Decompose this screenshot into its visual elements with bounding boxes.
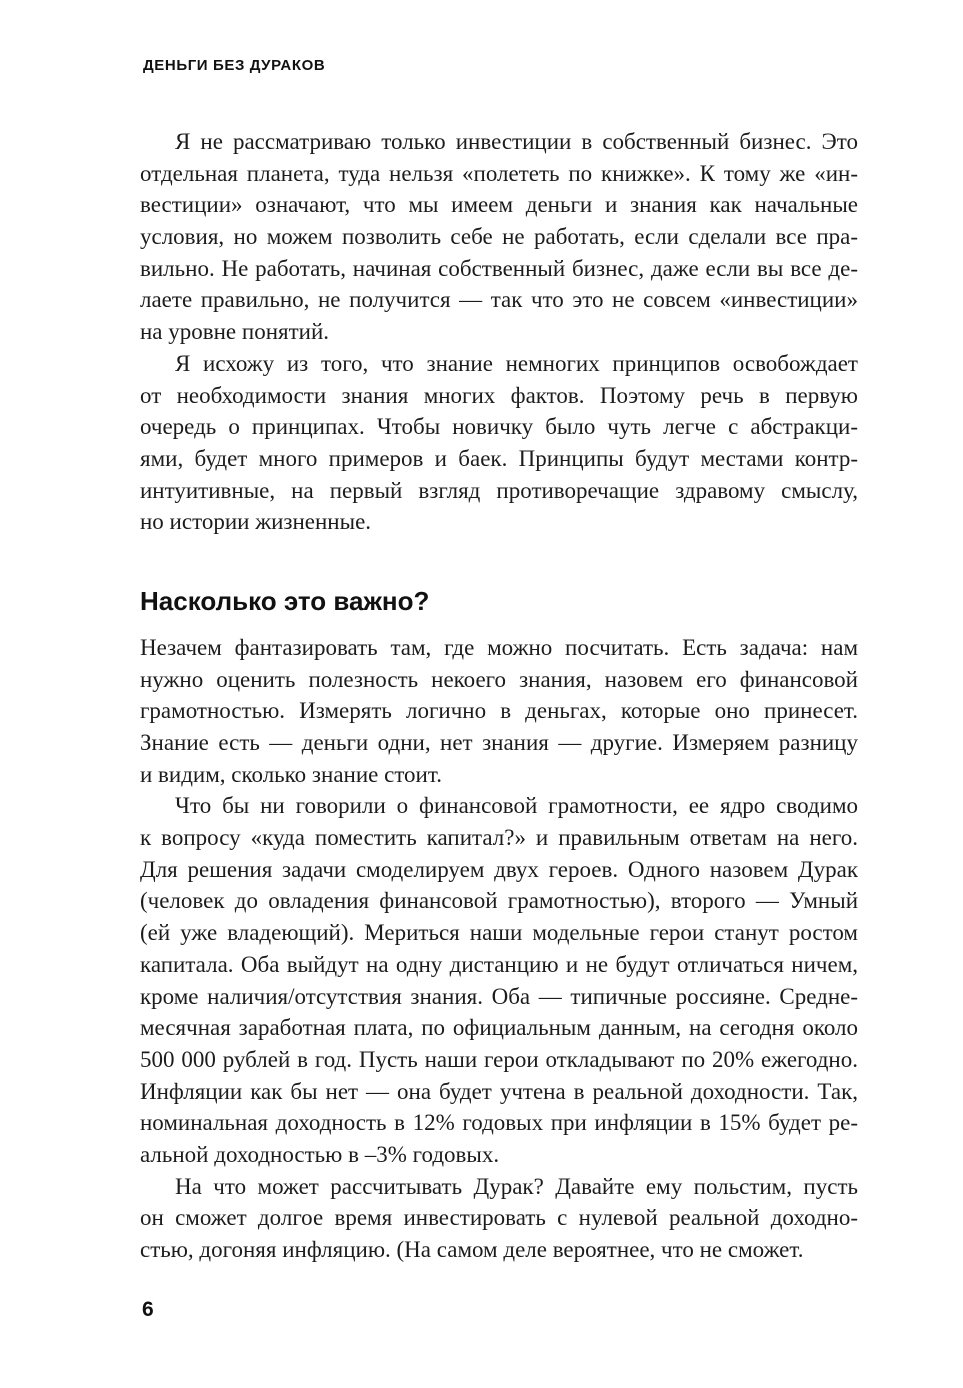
paragraph [140, 126, 858, 348]
body-text [140, 126, 858, 1266]
section-heading: Насколько это важно? [140, 585, 430, 616]
text-line: 500 000 рублей в год. Пусть наши герои откладывают по 20% ежегодно. [140, 1046, 858, 1072]
text-line: (ей уже владеющий). Мериться наши модельные герои станут ростом [140, 920, 858, 946]
running-header: ДЕНЬГИ БЕЗ ДУРАКОВ [143, 57, 326, 74]
paragraph [140, 1171, 858, 1266]
text-line: к вопросу «куда поместить капитал?» и правильным ответам на него. [140, 825, 858, 851]
text-line: Для решения задачи смоделируем двух героев. Одного назовем Дурак [140, 856, 858, 882]
text-line: он сможет долгое время инвестировать с нулевой реальной доходно- [140, 1205, 858, 1231]
text-line: лаете правильно, не получится — так что это не совсем «инвестиции» [140, 287, 858, 313]
text-line: грамотностью. Измерять логично в деньгах, которые оно принесет. [140, 698, 858, 724]
text-line: но истории жизненные. [140, 509, 372, 535]
text-line: Я не рассматриваю только инвестиции в собственный бизнес. Это [175, 129, 858, 154]
text-line: альной доходностью в –3% годовых. [140, 1141, 500, 1167]
text-line: (человек до овладения финансовой грамотностью), второго — Умный [140, 888, 858, 914]
text-line: вильно. Не работать, начиная собственный бизнес, даже если вы все де- [140, 255, 858, 281]
text-line: очередь о принципах. Чтобы новичку было чуть легче с абстракци- [140, 414, 858, 440]
text-line: Что бы ни говорили о финансовой грамотности, ее ядро сводимо [175, 793, 858, 819]
text-line: Я исхожу из того, что знание немногих принципов освобождает [175, 350, 858, 376]
text-line: капитала. Оба выйдут на одну дистанцию и не будут отличаться ничем, [140, 951, 858, 977]
text-line: вестиции» означают, что мы имеем деньги и знания как начальные [140, 192, 858, 218]
text-line: номинальная доходность в 12% годовых при инфляции в 15% будет ре- [140, 1110, 858, 1136]
paragraph [140, 348, 858, 538]
paragraph [140, 632, 858, 790]
text-line: и видим, сколько знание стоит. [140, 761, 442, 787]
text-line: кроме наличия/отсутствия знания. Оба — типичные россияне. Средне- [140, 983, 858, 1009]
text-line: Знание есть — деньги одни, нет знания — другие. Измеряем разницу [140, 730, 858, 755]
text-line: нужно оценить полезность некоего знания, назовем его финансовой [140, 666, 858, 692]
text-line: Незачем фантазировать там, где можно посчитать. Есть задача: нам [140, 634, 858, 660]
text-line: условия, но можем позволить себе не работать, если сделали все пра- [140, 224, 858, 250]
text-line: месячная заработная плата, по официальным данным, на сегодня около [140, 1015, 858, 1041]
page-number: 6 [142, 1298, 154, 1321]
text-line: на уровне понятий. [140, 319, 330, 345]
text-line: ями, будет много примеров и баек. Принципы будут местами контр- [140, 445, 858, 471]
text-line: интуитивные, на первый взгляд противоречащие здравому смыслу, [140, 477, 858, 503]
text-line: отдельная планета, туда нельзя «полететь по книжке». К тому же «ин- [140, 160, 858, 186]
paragraph [140, 790, 858, 1170]
text-line: На что может рассчитывать Дурак? Давайте ему польстим, пусть [175, 1173, 858, 1199]
text-line: Инфляции как бы нет — она будет учтена в реальной доходности. Так, [140, 1078, 858, 1104]
text-line: от необходимости знания многих фактов. Поэтому речь в первую [140, 382, 858, 408]
text-line: стью, догоняя инфляцию. (На самом деле вероятнее, что не сможет. [140, 1237, 804, 1262]
